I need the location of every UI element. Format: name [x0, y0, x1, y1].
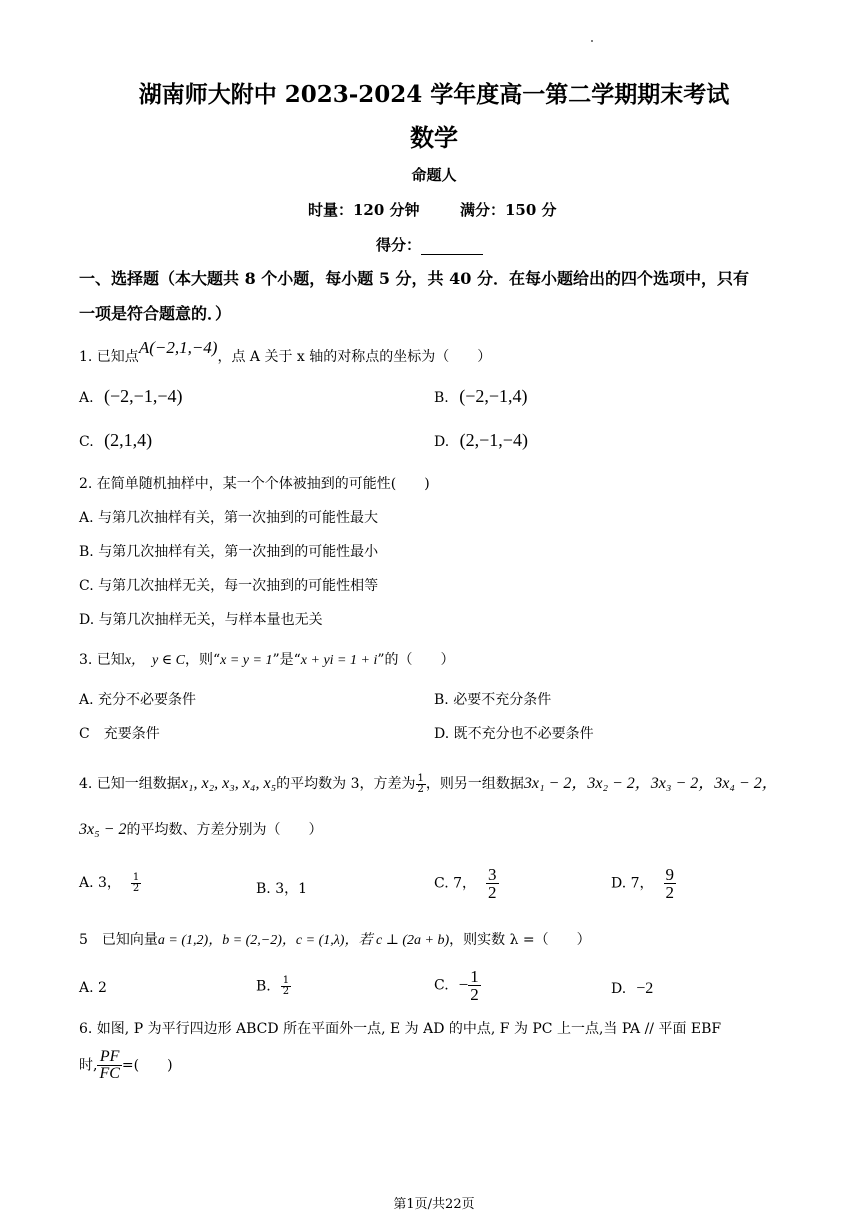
q1-option-b-label: B.	[434, 390, 449, 406]
q1-option-a	[79, 386, 182, 407]
q3-cond1: x = y = 1	[220, 653, 273, 668]
q5-pre: 5 已知向量	[79, 932, 158, 948]
q4-option-d-fraction: $\frac{9}{2}$	[665, 865, 675, 902]
q5-option-b-fraction: $\frac{1}{2}$	[282, 975, 290, 997]
q5-post: ，则实数 λ =（ ）	[449, 932, 591, 948]
q4-option-c-fraction: $\frac{3}{2}$	[488, 865, 497, 902]
q6-stem-line2: 时, $\frac{PF}{FC}$ =( )	[79, 1048, 173, 1082]
q3-cond2: x + yi = 1 + i	[300, 653, 378, 668]
q2-option-b: B. 与第几次抽样有关，第一次抽到的可能性最小	[79, 544, 379, 560]
q6-fraction: $\frac{PF}{FC}$	[99, 1048, 120, 1082]
q4-option-a: A. 3， $\frac{1}{2}$	[79, 871, 140, 894]
q4-mid: 的平均数为 3，方差为	[276, 776, 416, 792]
q3-option-b: B. 必要不充分条件	[434, 692, 552, 708]
q5-stem	[79, 929, 591, 949]
q1-option-a-label: A.	[79, 390, 94, 406]
q3-option-c: C 充要条件	[79, 726, 160, 742]
q5-condition: ，若 c ⊥ (2a + b)	[344, 933, 450, 948]
q2-option-c: C. 与第几次抽样无关，每一次抽到的可能性相等	[79, 578, 379, 594]
q1-option-b-value: (−2,−1,4)	[459, 386, 528, 406]
q5-vector-c: ，c = (1,λ)	[281, 933, 345, 948]
q3-mid: ，则“	[184, 652, 221, 668]
q1-option-b	[434, 386, 528, 407]
q1-stem	[79, 338, 492, 366]
subject-title: 数学	[410, 123, 458, 152]
q2-stem: 2. 在简单随机抽样中，某一个个体被抽到的可能性( )	[79, 476, 430, 492]
q1-option-c-label: C.	[79, 434, 94, 450]
q2-option-a: A. 与第几次抽样有关，第一次抽到的可能性最大	[79, 510, 379, 526]
q1-option-c	[79, 430, 152, 451]
author-label: 命题人	[411, 166, 457, 184]
q4-pre: 4. 已知一组数据	[79, 776, 181, 792]
q3-pre: 3. 已知	[79, 652, 125, 668]
time-label: 时量：120 分钟	[308, 201, 420, 219]
q3-option-d: D. 既不充分也不必要条件	[434, 726, 594, 742]
q4-set: 3x₁ − 2，3x₂ − 2，3x₃ − 2，3x₄ − 2，	[523, 775, 778, 792]
q4-option-a-fraction: $\frac{1}{2}$	[132, 871, 140, 894]
q1-option-a-value: (−2,−1,−4)	[104, 386, 183, 406]
q4-data: x₁, x₂, x₃, x₄, x₅	[180, 775, 277, 792]
score-label: 满分：150 分	[460, 201, 557, 219]
q1-option-c-value: (2,1,4)	[104, 430, 153, 450]
q3-option-a: A. 充分不必要条件	[79, 692, 197, 708]
exam-title: 湖南师大附中 2023-2024 学年度高一第二学期期末考试	[138, 81, 730, 108]
q6-stem-line1: 6. 如图, P 为平行四边形 ABCD 所在平面外一点, E 为 AD 的中点, F 为 PC 上一点,当 PA // 平面 EBF	[79, 1021, 722, 1037]
scan-dot	[591, 40, 593, 42]
q1-post: ，点 A 关于 x 轴的对称点的坐标为（ ）	[217, 349, 492, 365]
q3-vars: x， y ∈ C	[124, 653, 185, 668]
q4-option-d: D. 7， $\frac{9}{2}$	[611, 865, 675, 902]
section-heading-line2: 一项是符合题意的．）	[79, 304, 232, 323]
q3-mid2: ”是“	[272, 652, 301, 668]
section-heading-line1: 一、选择题（本大题共 8 个小题，每小题 5 分，共 40 分．在每小题给出的四个选项中，只有	[79, 269, 749, 288]
q4-option-c: C. 7， $\frac{3}{2}$	[434, 865, 497, 902]
page-number: 第1页/共22页	[393, 1197, 475, 1212]
q4-option-b: B. 3，1	[256, 881, 308, 897]
q4-stem-line1	[79, 770, 778, 795]
q1-point: A(−2,1,−4)	[138, 338, 218, 357]
q5-option-c-fraction: $\frac{1}{2}$	[470, 967, 479, 1004]
q3-stem	[79, 649, 455, 669]
q1-pre: 1. 已知点	[79, 349, 139, 365]
q4-stem-line2	[79, 819, 322, 839]
q4-variance-fraction: $\frac{1}{2}$	[417, 772, 424, 795]
q1-option-d-value: (2,−1,−4)	[459, 430, 528, 450]
q1-option-d-label: D.	[434, 434, 450, 450]
q2-option-d: D. 与第几次抽样无关，与样本量也无关	[79, 612, 323, 628]
q4-post: ，则另一组数据	[425, 776, 524, 792]
q3-post: ”的（ ）	[377, 652, 455, 668]
earned-label: 得分：	[376, 236, 422, 254]
q4-line2-expr: 3x₅ − 2	[79, 821, 127, 838]
q5-option-a: A. 2	[79, 980, 107, 996]
q1-option-d	[434, 430, 528, 451]
q5-option-b: B. $\frac{1}{2}$	[256, 975, 290, 997]
q4-line2-text: 的平均数、方差分别为（ ）	[126, 822, 323, 838]
q5-option-c: C. − $\frac{1}{2}$	[434, 967, 479, 1004]
q5-vector-a: a = (1,2)	[157, 933, 209, 948]
q5-vector-b: ，b = (2,−2)	[208, 933, 282, 948]
earned-score-line	[376, 234, 483, 255]
score-blank	[421, 238, 483, 255]
q5-option-d: D. −2	[611, 980, 654, 997]
